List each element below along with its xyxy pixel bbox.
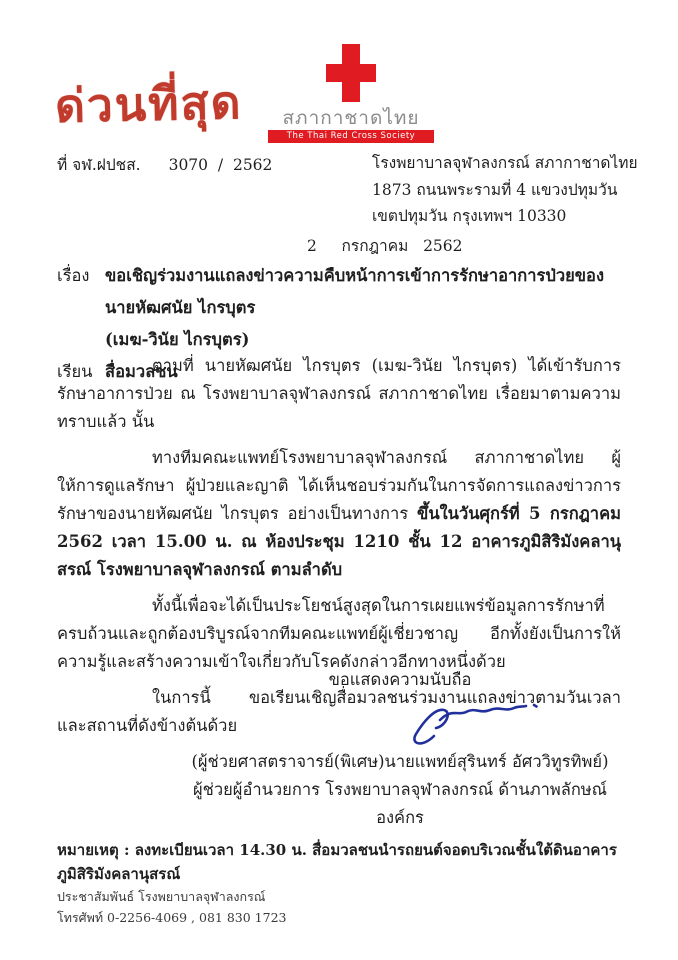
paragraph-3: ทั้งนี้เพื่อจะได้เป็นประโยชน์สูงสุดในการเผยแพร่ข้อมูลการรักษาที่ครบถ้วนและถูกต้องบริบูรณ์จากทีมคณะแพทย์ผู้เชี่ยวชาญ อีกทั้งยังเป็นการให้ความรู้และสร้างความเข้าใจเกี่ยวกับโรคดังกล่าวอีกทางหนึ่งด้วย (57, 596, 621, 671)
reference-number-line (57, 152, 272, 177)
reference-number: 3070 / 2562 (168, 156, 273, 174)
event-datetime-venue: ขึ้นในวันศุกร์ที่ 5 กรกฎาคม 2562 เวลา 15.00 น. ณ ห้องประชุม 1210 ชั้น 12 อาคารภูมิสิริมังคลานุสรณ์ โรงพยาบาลจุฬาลงกรณ์ ตามลำดับ (57, 504, 621, 579)
salutation: ขอแสดงความนับถือ (328, 670, 472, 689)
signer-title: ผู้ช่วยผู้อำนวยการ โรงพยาบาลจุฬาลงกรณ์ ด้านภาพลักษณ์องค์กร (192, 780, 607, 827)
red-cross-icon (326, 44, 376, 102)
contact-footer (57, 886, 286, 928)
subject-text-line1: ขอเชิญร่วมงานแถลงข่าวความคืบหน้าการเข้าการรักษาอาการป่วยของนายหัฒศนัย ไกรบุตร (105, 266, 605, 317)
paragraph-4: ในการนี้ ขอเรียนเชิญสื่อมวลชนร่วมงานแถลงข่าวตามวันเวลา และสถานที่ดังข้างต้นด้วย (57, 688, 621, 735)
recipient-value: สื่อมวลชน (105, 362, 178, 381)
recipient-label: เรียน (57, 362, 93, 381)
red-cross-logo (268, 44, 434, 143)
urgent-stamp: ด่วนที่สุด (54, 75, 243, 133)
signer-name: (ผู้ช่วยศาสตราจารย์(พิเศษ)นายแพทย์สุรินทร์ อัศววิทูรทิพย์) (191, 752, 609, 771)
sender-address (372, 150, 638, 230)
address-line: 1873 ถนนพระรามที่ 4 แขวงปทุมวัน (372, 180, 618, 199)
closing-block (180, 666, 620, 832)
subject-text-line2: (เมฆ-วินัย ไกรบุตร) (105, 330, 250, 349)
paragraph-2: ทางทีมคณะแพทย์โรงพยาบาลจุฬาลงกรณ์ สภากาชาดไทย ผู้ให้การดูแลรักษา ผู้ป่วยและญาติ ได้เห็นชอบร่วมกันในการจัดการแถลงข่าวการรักษาของนายหัฒศนัย ไกรบุตร อย่างเป็นทางการ ขึ้นในวันศุกร์ที่ 5 กรกฎาคม 2562 เวลา 15.00 น. ณ ห้องประชุม 1210 ชั้น 12 อาคารภูมิสิริมังคลานุสรณ์ โรงพยาบาลจุฬาลงกรณ์ ตามลำดับ (57, 448, 621, 579)
logo-org-name-english: The Thai Red Cross Society (268, 130, 434, 143)
reference-label: ที่ จฬ.ฝปชส. (57, 156, 141, 174)
logo-org-name-thai: สภากาชาดไทย (282, 107, 420, 129)
paragraph-1: ตามที่ นายหัฒศนัย ไกรบุตร (เมฆ-วินัย ไกรบุตร) ได้เข้ารับการรักษาอาการป่วย ณ โรงพยาบาลจุฬาลงกรณ์ สภากาชาดไทย เรื่อยมาตามความทราบแล้ว นั้น (57, 356, 621, 431)
note-line: หมายเหตุ : ลงทะเบียนเวลา 14.30 น. สื่อมวลชนนำรถยนต์จอดบริเวณชั้นใต้ดินอาคารภูมิสิริมังคลานุสรณ์ (57, 841, 617, 883)
contact-department: ประชาสัมพันธ์ โรงพยาบาลจุฬาลงกรณ์ (57, 889, 266, 904)
contact-phone: โทรศัพท์ 0-2256-4069 , 081 830 1723 (57, 910, 287, 925)
signature (400, 696, 550, 748)
address-line: โรงพยาบาลจุฬาลงกรณ์ สภากาชาดไทย (372, 154, 638, 172)
letter-date: 2 กรกฎาคม 2562 (307, 237, 463, 255)
address-line: เขตปทุมวัน กรุงเทพฯ 10330 (372, 207, 567, 225)
subject-label: เรื่อง (57, 266, 90, 285)
